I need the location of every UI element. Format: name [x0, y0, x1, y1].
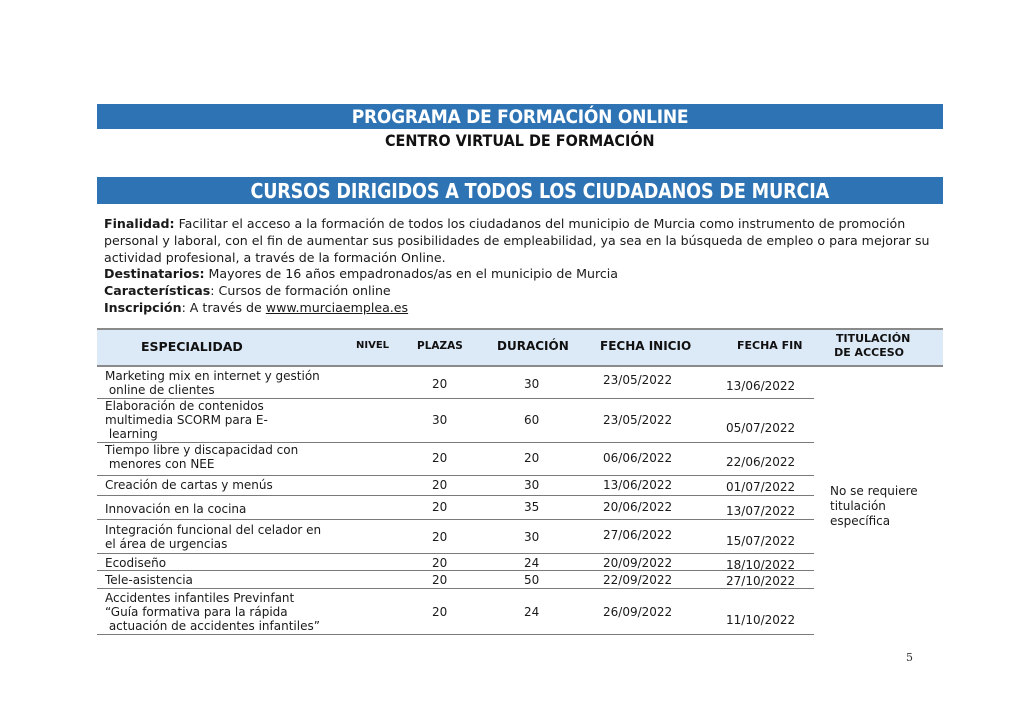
- caracteristicas-text: : Cursos de formación online: [210, 283, 391, 299]
- table-row: [97, 476, 814, 496]
- col-nivel: NIVEL: [356, 340, 390, 351]
- fecha-inicio-cell: 06/06/2022: [603, 451, 673, 465]
- col-fecha-inicio: FECHA INICIO: [600, 339, 692, 353]
- section-title: CURSOS DIRIGIDOS A TODOS LOS CIUDADANOS DE MURCIA: [250, 179, 830, 203]
- plazas-cell: 20: [432, 556, 448, 570]
- inscripcion: [104, 300, 944, 317]
- inscripcion-label: Inscripción: [104, 299, 182, 315]
- page-number: 5: [906, 651, 913, 664]
- fecha-fin-cell: 13/07/2022: [726, 504, 796, 518]
- col-especialidad: ESPECIALIDAD: [141, 339, 243, 354]
- caracteristicas-label: Características: [104, 283, 211, 299]
- duracion-cell: 50: [524, 573, 540, 587]
- finalidad-label: Finalidad:: [104, 216, 175, 231]
- duracion-cell: 24: [524, 556, 540, 570]
- especialidad-cell: Creación de cartas y menús: [105, 478, 273, 492]
- table-row: [97, 399, 814, 443]
- fecha-inicio-cell: 20/06/2022: [603, 500, 673, 514]
- inscripcion-link[interactable]: www.murciaemplea.es: [265, 299, 409, 315]
- fecha-fin-cell: 27/10/2022: [726, 574, 796, 588]
- plazas-cell: 20: [432, 500, 448, 514]
- duracion-cell: 60: [524, 413, 540, 427]
- inscripcion-text: : A través de: [181, 299, 266, 315]
- col-titulacion-line2: DE ACCESO: [834, 346, 904, 359]
- especialidad-cell: Elaboración de contenidos multimedia SCORM para E- learning: [105, 399, 268, 441]
- info-block: [104, 216, 944, 317]
- table-row: [97, 554, 814, 571]
- program-title: PROGRAMA DE FORMACIÓN ONLINE: [351, 106, 689, 128]
- fecha-fin-cell: 01/07/2022: [726, 480, 796, 494]
- plazas-cell: 20: [432, 573, 448, 587]
- table-row: [97, 367, 814, 399]
- fecha-inicio-cell: 13/06/2022: [603, 478, 673, 492]
- fecha-fin-cell: 22/06/2022: [726, 455, 796, 469]
- subtitle: [97, 130, 943, 152]
- duracion-cell: 30: [524, 530, 540, 544]
- plazas-cell: 20: [432, 377, 448, 391]
- plazas-cell: 20: [432, 605, 448, 619]
- col-plazas: PLAZAS: [417, 340, 463, 352]
- table-header: [97, 328, 943, 367]
- fecha-inicio-cell: 20/09/2022: [603, 556, 673, 570]
- duracion-cell: 20: [524, 451, 540, 465]
- fecha-fin-cell: 11/10/2022: [726, 613, 796, 627]
- fecha-inicio-cell: 27/06/2022: [603, 528, 673, 542]
- plazas-cell: 30: [432, 413, 448, 427]
- titulacion-note: No se requiere titulación específica: [830, 484, 918, 528]
- fecha-fin-cell: 18/10/2022: [726, 558, 796, 572]
- fecha-fin-cell: 15/07/2022: [726, 534, 796, 548]
- fecha-inicio-cell: 22/09/2022: [603, 573, 673, 587]
- especialidad-cell: Tiempo libre y discapacidad con menores con NEE: [105, 443, 299, 471]
- caracteristicas: [104, 283, 944, 300]
- col-duracion: DURACIÓN: [497, 339, 569, 353]
- fecha-fin-cell: 05/07/2022: [726, 421, 796, 435]
- table-row: [97, 589, 814, 635]
- fecha-inicio-cell: 23/05/2022: [603, 413, 673, 427]
- col-titulacion-line1: TITULACIÓN: [836, 332, 911, 345]
- especialidad-cell: Marketing mix en internet y gestión online de clientes: [105, 369, 320, 397]
- duracion-cell: 24: [524, 605, 540, 619]
- fecha-fin-cell: 13/06/2022: [726, 379, 796, 393]
- duracion-cell: 35: [524, 500, 540, 514]
- table-row: [97, 443, 814, 476]
- table-row: [97, 571, 814, 589]
- section-title-band: [97, 177, 943, 204]
- plazas-cell: 20: [432, 530, 448, 544]
- table-row: [97, 496, 814, 520]
- especialidad-cell: Integración funcional del celador en el área de urgencias: [105, 523, 322, 551]
- especialidad-cell: Innovación en la cocina: [105, 502, 247, 516]
- col-fecha-fin: FECHA FIN: [737, 339, 803, 352]
- finalidad: [104, 216, 944, 266]
- destinatarios-text: Mayores de 16 años empadronados/as en el municipio de Murcia: [204, 266, 619, 282]
- especialidad-cell: Accidentes infantiles Previnfant “Guía formativa para la rápida actuación de accidentes infantiles”: [105, 591, 320, 633]
- program-title-band: [97, 104, 943, 129]
- especialidad-cell: Ecodiseño: [105, 556, 167, 570]
- finalidad-text: Facilitar el acceso a la formación de todos los ciudadanos del municipio de Murcia como instrumento de promoción personal y laboral, con el fin de aumentar sus posibilidades de empleabilidad, ya sea en la búsqueda de empleo o para mejorar su actividad profesional, a través de la formación Online.: [104, 216, 930, 265]
- fecha-inicio-cell: 26/09/2022: [603, 605, 673, 619]
- subtitle-text: CENTRO VIRTUAL DE FORMACIÓN: [385, 131, 655, 150]
- duracion-cell: 30: [524, 377, 540, 391]
- table-row: [97, 520, 814, 554]
- plazas-cell: 20: [432, 451, 448, 465]
- especialidad-cell: Tele-asistencia: [105, 573, 193, 587]
- destinatarios: [104, 266, 944, 283]
- col-titulacion: [832, 332, 911, 360]
- fecha-inicio-cell: 23/05/2022: [603, 373, 673, 387]
- destinatarios-label: Destinatarios:: [104, 266, 205, 282]
- duracion-cell: 30: [524, 478, 540, 492]
- plazas-cell: 20: [432, 478, 448, 492]
